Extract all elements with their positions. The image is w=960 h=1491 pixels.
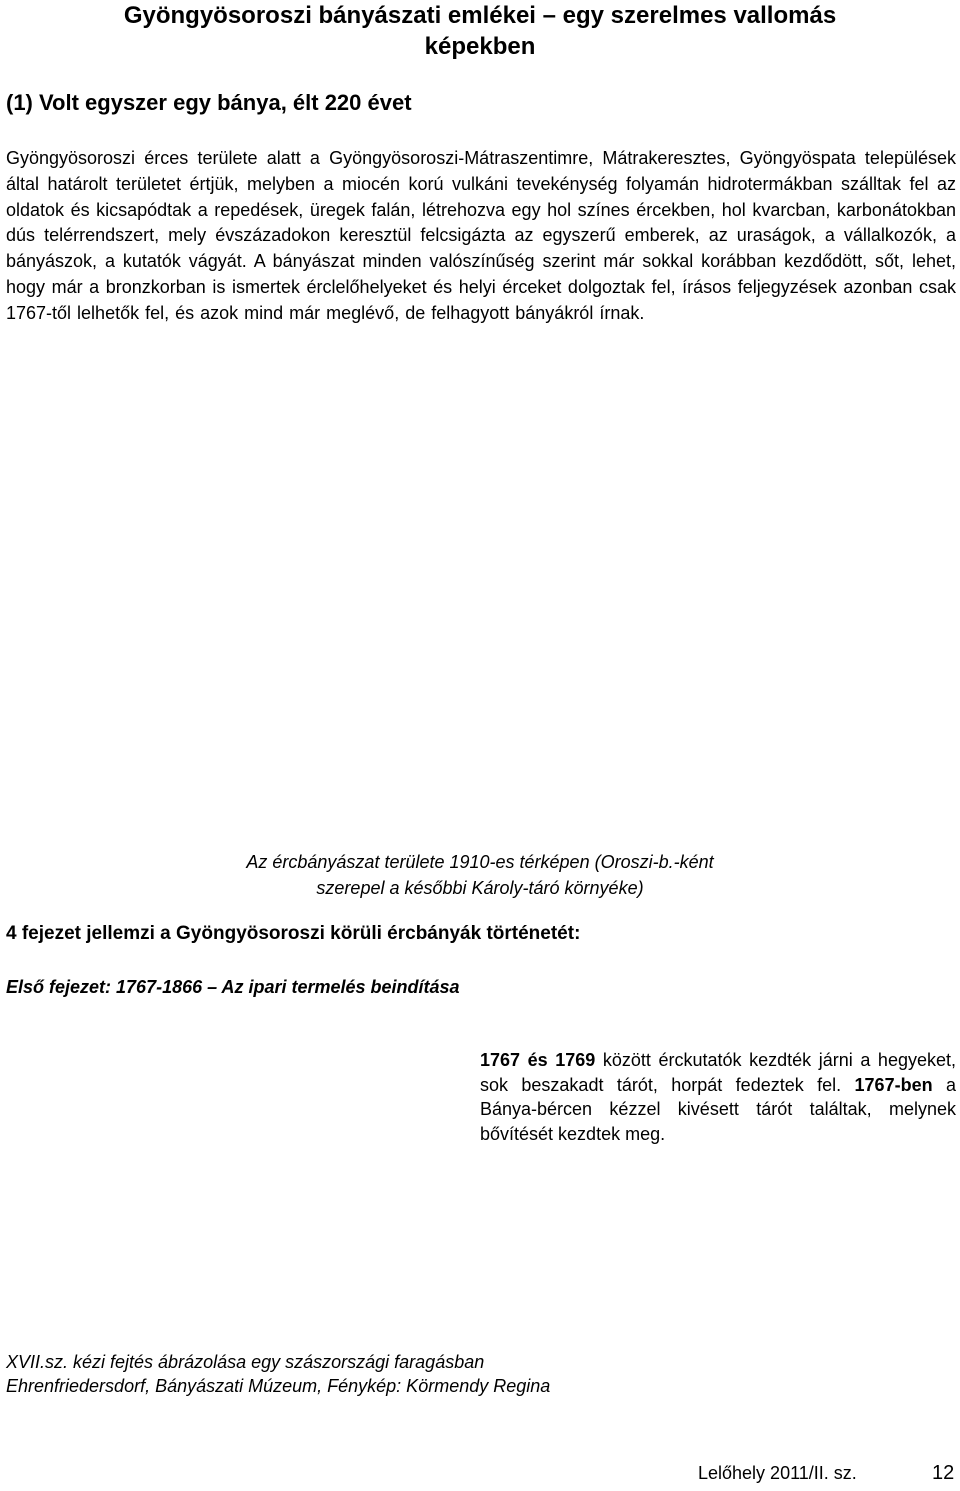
sidebar-sentence-1: között érckutatók kezdték járni a hegyeket, sok beszakadt tárót, horpát fedeztek fel. <box>480 1050 956 1095</box>
chapter-one-heading: Első fejezet: 1767-1866 – Az ipari termelés beindítása <box>6 977 460 997</box>
photo-credit-line-1: XVII.sz. kézi fejtés ábrázolása egy szászországi faragásban <box>6 1352 485 1372</box>
photo-credit-line-2: Ehrenfriedersdorf, Bányászati Múzeum, Fénykép: Körmendy Regina <box>6 1376 551 1396</box>
history-sidebar-text <box>480 1048 956 1146</box>
and-word: és <box>527 1050 548 1070</box>
photo-credit <box>6 1350 550 1398</box>
map-caption <box>0 849 960 901</box>
year-1769: 1769 <box>555 1050 596 1070</box>
map-caption-line-1: Az ércbányászat területe 1910-es térképen (Oroszi-b.-ként <box>246 852 714 872</box>
footer-publication: Lelőhely 2011/II. sz. <box>698 1463 857 1483</box>
page-title <box>0 0 960 62</box>
page-number: 12 <box>932 1462 955 1484</box>
section-heading: (1) Volt egyszer egy bánya, élt 220 évet <box>6 90 412 115</box>
intro-paragraph: Gyöngyösoroszi érces területe alatt a Gyöngyösoroszi-Mátraszentimre, Mátrakeresztes, Gyöngyöspata települések által határolt területet értjük, melyben a miocén korú vulkáni tevekénység folyamán hidrotermákban szálltak fel az oldatok és kicsapódtak a repedések, üregek falán, létrehozva egy hol színes ércekben, hol kvarcban, karbonátokban dús telérrendszert, mely évszázadokon keresztül felcsigázta az egyszerű emberek, az uraságok, a vállalkozók, a bányászok, a kutatók vágyát. A bányászat minden valószínűség szerint már sokkal korábban kezdődött, sőt, lehet, hogy már a bronzkorban is ismertek érclelőhelyeket és helyi érceket dolgoztak fel, írásos feljegyzések azonban csak 1767-től lelhetők fel, és azok mind már meglévő, de felhagyott bányákról írnak. <box>6 148 956 323</box>
page-title-line-1: Gyöngyösoroszi bányászati emlékei – egy szerelmes vallomás <box>123 2 837 29</box>
sidebar-sentence-2: a Bánya-bércen kézzel kivésett tárót találtak, melynek bővítését kezdtek meg. <box>480 1074 956 1144</box>
chapters-heading: 4 fejezet jellemzi a Gyöngyösoroszi körüli ércbányák történetét: <box>6 923 581 944</box>
page-title-line-2: képekben <box>424 33 536 60</box>
year-1767: 1767 <box>480 1050 521 1070</box>
year-1767-ben: 1767-ben <box>854 1074 933 1095</box>
map-caption-line-2: szerepel a későbbi Károly-táró környéke) <box>316 878 644 898</box>
